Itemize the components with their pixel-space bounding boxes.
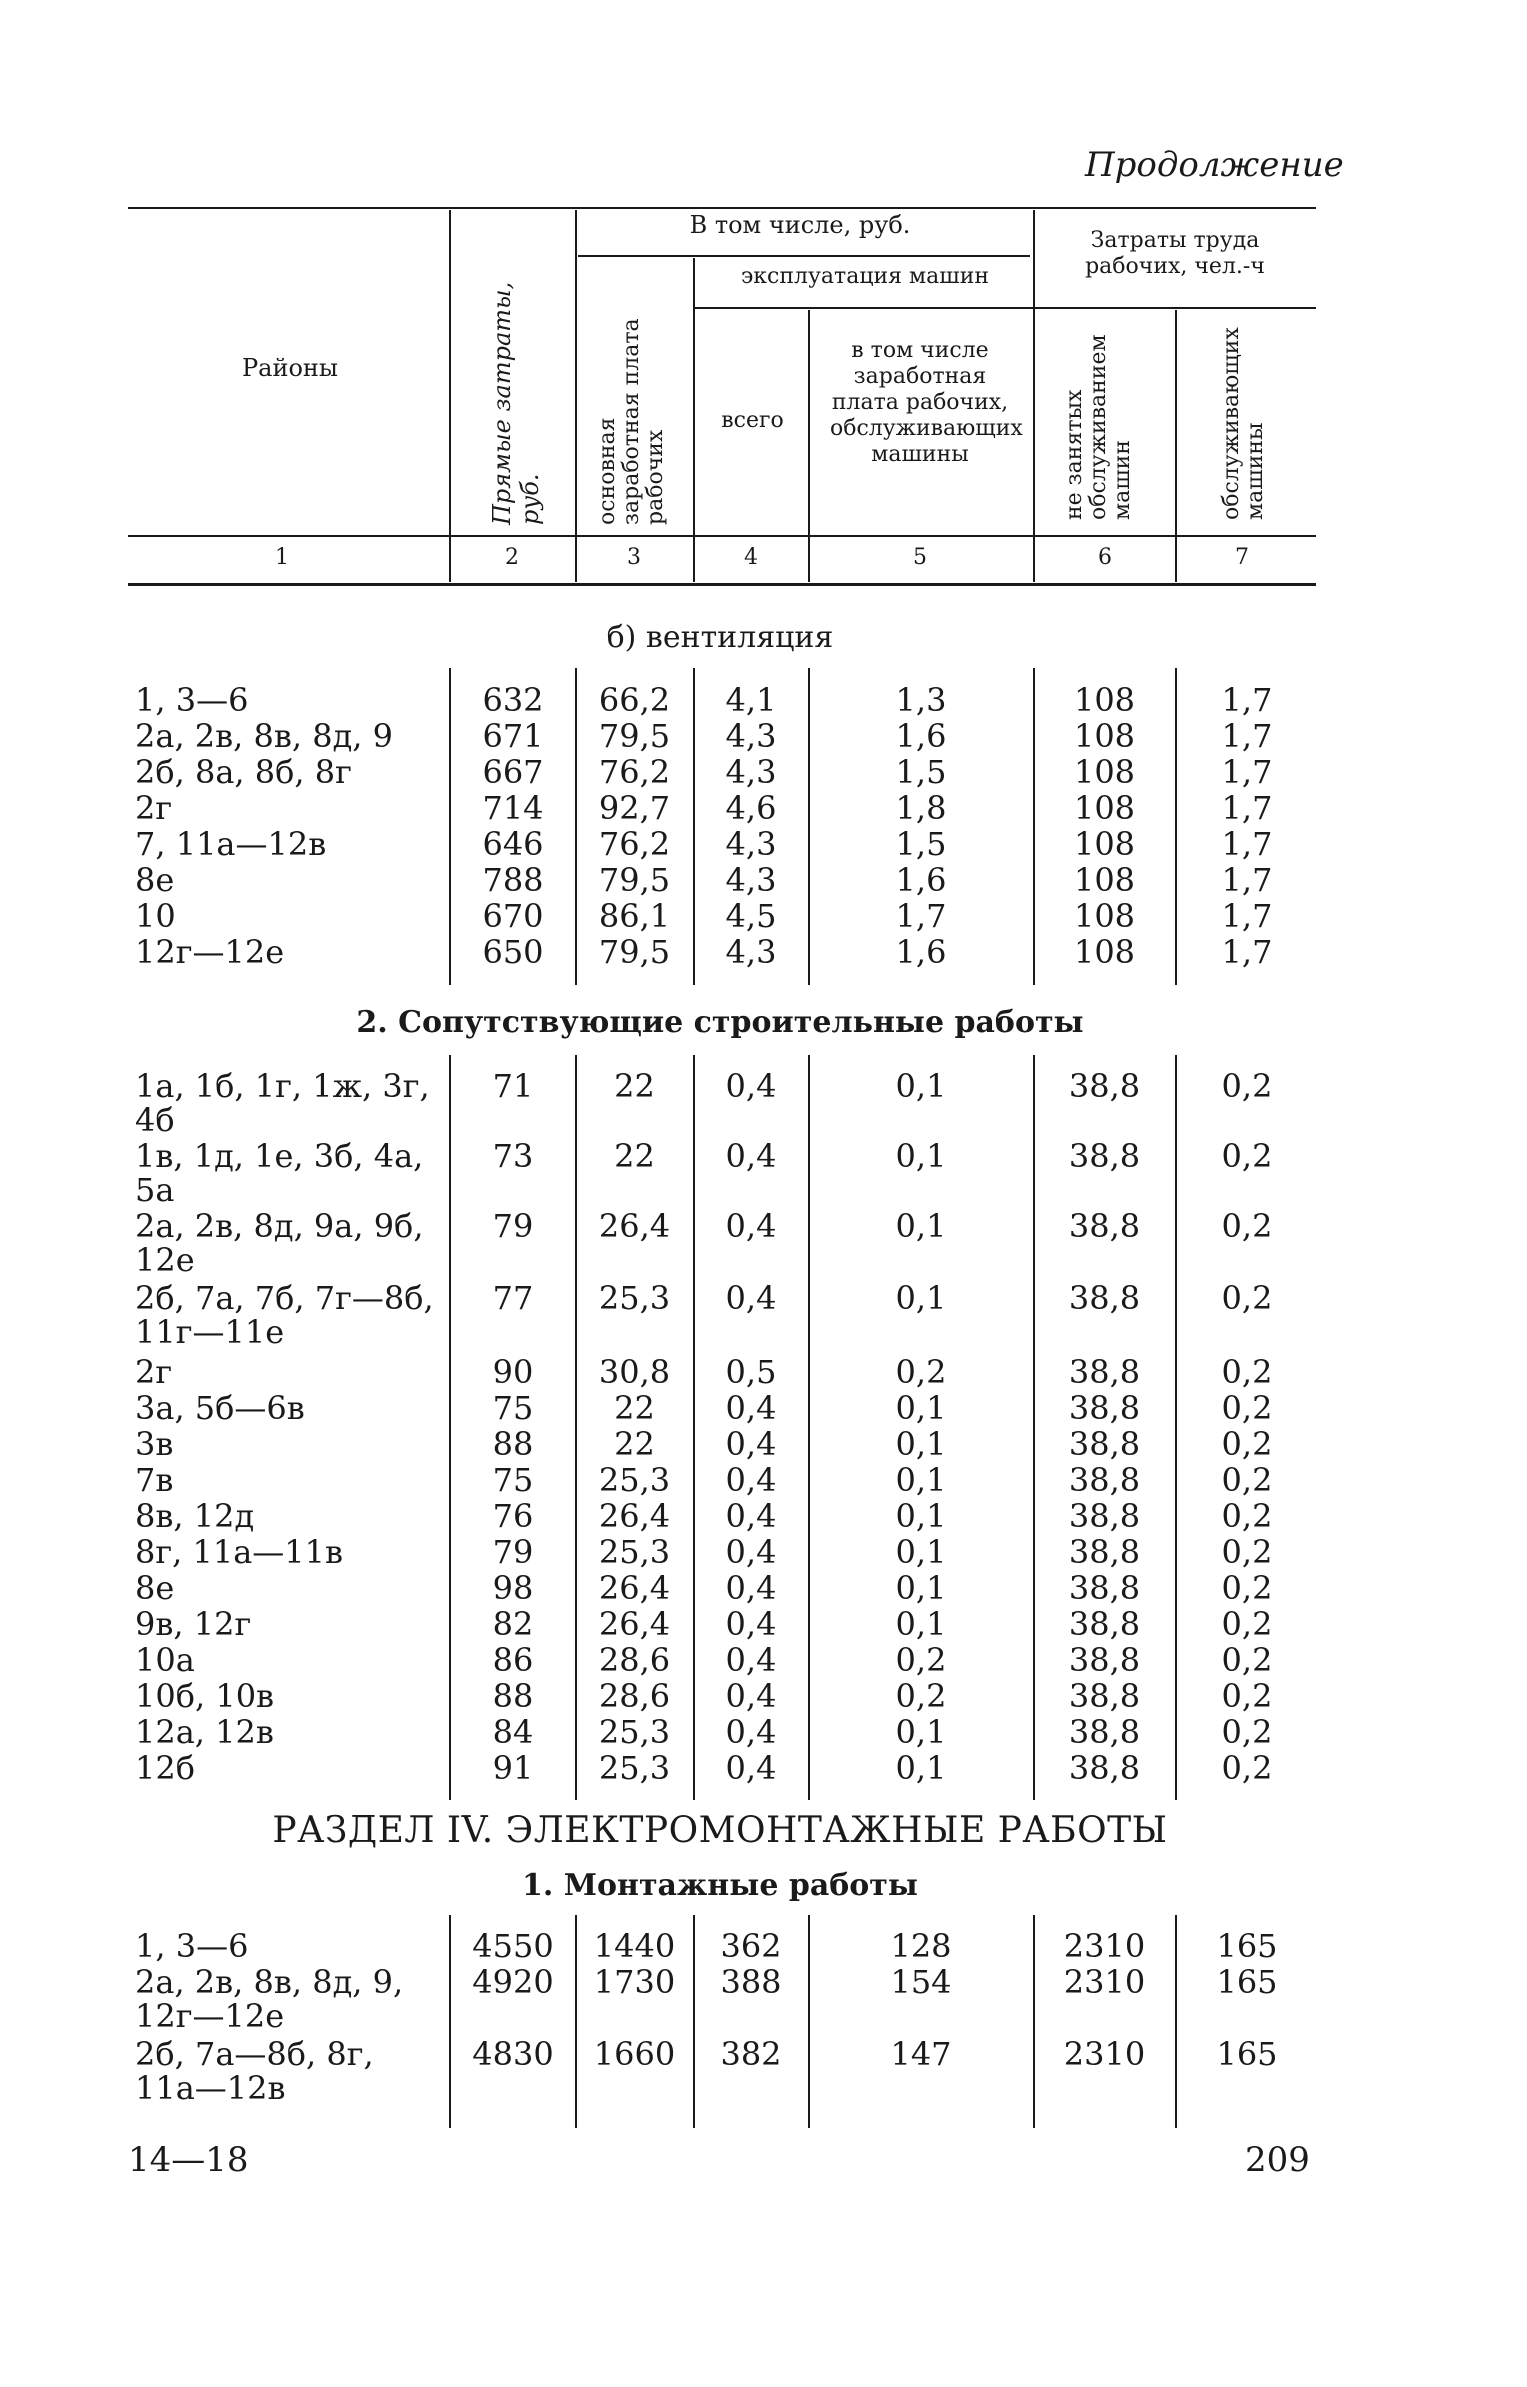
cell-c5: 1,7 xyxy=(895,897,947,935)
cell-c3: 26,4 xyxy=(598,1605,671,1643)
column-rule xyxy=(693,1055,695,1800)
cell-c6: 38,8 xyxy=(1068,1461,1141,1499)
cell-c2: 650 xyxy=(482,933,544,971)
cell-c5: 154 xyxy=(890,1963,952,2001)
header-osnovnaya: основная заработная плата рабочих xyxy=(595,318,668,525)
cell-c7: 0,2 xyxy=(1221,1641,1273,1679)
cell-c5: 0,1 xyxy=(895,1425,947,1463)
header-rule-ekspl xyxy=(695,307,1316,309)
cell-c6: 38,8 xyxy=(1068,1677,1141,1715)
section-title-electro: РАЗДЕЛ IV. ЭЛЕКТРОМОНТАЖНЫЕ РАБОТЫ xyxy=(272,1810,1168,1851)
cell-c3: 1660 xyxy=(593,2035,676,2073)
col-number: 1 xyxy=(275,545,289,570)
cell-c6: 2310 xyxy=(1063,2035,1146,2073)
cell-c6: 38,8 xyxy=(1068,1389,1141,1427)
cell-c6: 2310 xyxy=(1063,1927,1146,1965)
col-number: 6 xyxy=(1098,545,1112,570)
cell-c4: 362 xyxy=(720,1927,782,1965)
header-v-tom-chisle-zp: в том числе заработная плата рабочих, обслуживающих машины xyxy=(830,338,1023,467)
cell-c4: 4,1 xyxy=(725,681,777,719)
cell-c2: 71 xyxy=(492,1067,534,1105)
cell-c2: 788 xyxy=(482,861,544,899)
cell-c4: 0,4 xyxy=(725,1497,777,1535)
cell-c5: 1,6 xyxy=(895,933,947,971)
cell-c3: 79,5 xyxy=(598,717,671,755)
cell-c5: 0,1 xyxy=(895,1713,947,1751)
cell-c5: 1,8 xyxy=(895,789,947,827)
column-rule xyxy=(808,668,810,985)
section-subtitle-montage: 1. Монтажные работы xyxy=(522,1868,918,1903)
cell-c3: 1440 xyxy=(593,1927,676,1965)
cell-c5: 1,5 xyxy=(895,753,947,791)
cell-c4: 4,6 xyxy=(725,789,777,827)
cell-c6: 38,8 xyxy=(1068,1207,1141,1245)
header-vline xyxy=(1175,310,1177,582)
cell-c3: 22 xyxy=(614,1389,655,1427)
cell-c3: 26,4 xyxy=(598,1569,671,1607)
row-region: 10б, 10в xyxy=(135,1677,275,1715)
row-region: 10 xyxy=(135,897,176,935)
cell-c7: 0,2 xyxy=(1221,1533,1273,1571)
row-region: 1, 3—6 xyxy=(135,681,249,719)
cell-c3: 28,6 xyxy=(598,1641,671,1679)
column-rule xyxy=(575,668,577,985)
cell-c2: 88 xyxy=(492,1677,534,1715)
cell-c2: 671 xyxy=(482,717,544,755)
header-vline xyxy=(1033,210,1035,582)
cell-c4: 0,4 xyxy=(725,1533,777,1571)
cell-c7: 0,2 xyxy=(1221,1207,1273,1245)
row-region: 2а, 2в, 8в, 8д, 9 xyxy=(135,717,393,755)
cell-c3: 25,3 xyxy=(598,1279,671,1317)
row-region-cont: 12е xyxy=(135,1241,195,1279)
row-region: 3в xyxy=(135,1425,174,1463)
colnum-bottom-rule xyxy=(128,583,1316,586)
col-number: 5 xyxy=(913,545,927,570)
cell-c2: 88 xyxy=(492,1425,534,1463)
cell-c7: 0,2 xyxy=(1221,1279,1273,1317)
cell-c3: 26,4 xyxy=(598,1497,671,1535)
header-obsluzhivayuschih: обслуживающих машины xyxy=(1219,327,1268,520)
cell-c7: 0,2 xyxy=(1221,1569,1273,1607)
cell-c2: 4550 xyxy=(472,1927,554,1965)
col-number: 7 xyxy=(1235,545,1249,570)
cell-c5: 0,1 xyxy=(895,1533,947,1571)
header-zatraty-truda: Затраты труда рабочих, чел.-ч xyxy=(1085,228,1265,279)
cell-c2: 79 xyxy=(492,1533,534,1571)
cell-c5: 0,1 xyxy=(895,1749,947,1787)
cell-c6: 38,8 xyxy=(1068,1569,1141,1607)
cell-c6: 108 xyxy=(1073,681,1136,719)
cell-c2: 73 xyxy=(492,1137,534,1175)
column-rule xyxy=(1175,1915,1177,2128)
header-vline xyxy=(449,210,451,582)
header-vsego: всего xyxy=(721,408,784,433)
cell-c7: 1,7 xyxy=(1221,933,1273,971)
cell-c6: 38,8 xyxy=(1068,1067,1141,1105)
cell-c4: 0,4 xyxy=(725,1749,777,1787)
cell-c3: 25,3 xyxy=(598,1713,671,1751)
cell-c5: 0,1 xyxy=(895,1569,947,1607)
row-region: 1в, 1д, 1е, 3б, 4а, xyxy=(135,1137,424,1175)
row-region: 1, 3—6 xyxy=(135,1927,249,1965)
cell-c7: 1,7 xyxy=(1221,681,1273,719)
cell-c2: 98 xyxy=(492,1569,534,1607)
page-number: 209 xyxy=(1245,2140,1310,2180)
cell-c7: 0,2 xyxy=(1221,1677,1273,1715)
cell-c4: 4,3 xyxy=(725,753,777,791)
column-rule xyxy=(1033,1055,1035,1800)
cell-c7: 0,2 xyxy=(1221,1713,1273,1751)
cell-c5: 0,1 xyxy=(895,1207,947,1245)
cell-c4: 0,4 xyxy=(725,1279,777,1317)
cell-c2: 4920 xyxy=(472,1963,554,2001)
cell-c3: 22 xyxy=(614,1067,655,1105)
header-vline xyxy=(575,210,577,582)
row-region: 2а, 2в, 8в, 8д, 9, xyxy=(135,1963,404,2001)
row-region: 2г xyxy=(135,789,173,827)
header-vline xyxy=(693,258,695,582)
cell-c4: 4,3 xyxy=(725,825,777,863)
header-bottom-rule xyxy=(128,535,1316,537)
column-rule xyxy=(575,1915,577,2128)
row-region: 2г xyxy=(135,1353,173,1391)
row-region-cont: 5а xyxy=(135,1171,175,1209)
cell-c7: 1,7 xyxy=(1221,825,1273,863)
header-ekspluatatsiya: эксплуатация машин xyxy=(740,264,990,289)
column-rule xyxy=(808,1915,810,2128)
cell-c6: 108 xyxy=(1073,933,1136,971)
row-region: 12г—12е xyxy=(135,933,285,971)
row-region: 8е xyxy=(135,861,175,899)
column-rule xyxy=(693,668,695,985)
cell-c6: 108 xyxy=(1073,897,1136,935)
cell-c7: 1,7 xyxy=(1221,717,1273,755)
footer-signature: 14—18 xyxy=(128,2140,249,2180)
continuation-label: Продолжение xyxy=(1085,145,1344,185)
cell-c3: 79,5 xyxy=(598,861,671,899)
cell-c4: 0,4 xyxy=(725,1137,777,1175)
cell-c7: 0,2 xyxy=(1221,1137,1273,1175)
header-rule-vtom xyxy=(578,255,1030,257)
cell-c5: 1,6 xyxy=(895,861,947,899)
cell-c7: 1,7 xyxy=(1221,897,1273,935)
cell-c2: 77 xyxy=(492,1279,534,1317)
cell-c6: 38,8 xyxy=(1068,1137,1141,1175)
cell-c3: 30,8 xyxy=(598,1353,671,1391)
cell-c7: 1,7 xyxy=(1221,789,1273,827)
cell-c3: 25,3 xyxy=(598,1461,671,1499)
cell-c4: 4,3 xyxy=(725,933,777,971)
cell-c2: 82 xyxy=(492,1605,534,1643)
cell-c7: 0,2 xyxy=(1221,1461,1273,1499)
cell-c4: 0,4 xyxy=(725,1207,777,1245)
cell-c2: 75 xyxy=(492,1389,534,1427)
row-region: 9в, 12г xyxy=(135,1605,252,1643)
cell-c7: 0,2 xyxy=(1221,1353,1273,1391)
cell-c5: 147 xyxy=(890,2035,952,2073)
column-rule xyxy=(1175,1055,1177,1800)
cell-c4: 4,3 xyxy=(725,717,777,755)
header-vline xyxy=(808,310,810,582)
cell-c2: 667 xyxy=(482,753,544,791)
cell-c6: 38,8 xyxy=(1068,1713,1141,1751)
cell-c6: 38,8 xyxy=(1068,1641,1141,1679)
cell-c5: 0,2 xyxy=(895,1641,947,1679)
cell-c6: 108 xyxy=(1073,825,1136,863)
cell-c7: 165 xyxy=(1216,1963,1278,2001)
cell-c5: 0,2 xyxy=(895,1677,947,1715)
cell-c3: 25,3 xyxy=(598,1533,671,1571)
cell-c6: 38,8 xyxy=(1068,1533,1141,1571)
cell-c5: 1,6 xyxy=(895,717,947,755)
cell-c5: 0,1 xyxy=(895,1067,947,1105)
row-region: 10а xyxy=(135,1641,195,1679)
header-rayony: Районы xyxy=(242,354,338,382)
cell-c5: 1,3 xyxy=(895,681,947,719)
header-ne-zanyatyh: не занятых обслуживанием машин xyxy=(1062,334,1135,520)
row-region: 8е xyxy=(135,1569,175,1607)
cell-c4: 0,4 xyxy=(725,1461,777,1499)
row-region-cont: 11г—11е xyxy=(135,1313,285,1351)
col-number: 3 xyxy=(627,545,641,570)
cell-c7: 0,2 xyxy=(1221,1425,1273,1463)
cell-c3: 1730 xyxy=(593,1963,676,2001)
row-region: 2б, 8а, 8б, 8г xyxy=(135,753,352,791)
row-region: 12б xyxy=(135,1749,195,1787)
cell-c2: 632 xyxy=(482,681,544,719)
cell-c5: 128 xyxy=(890,1927,952,1965)
cell-c2: 79 xyxy=(492,1207,534,1245)
cell-c2: 670 xyxy=(482,897,544,935)
column-rule xyxy=(449,1055,451,1800)
cell-c2: 91 xyxy=(492,1749,534,1787)
row-region: 2а, 2в, 8д, 9а, 9б, xyxy=(135,1207,424,1245)
row-region: 3а, 5б—6в xyxy=(135,1389,305,1427)
cell-c7: 1,7 xyxy=(1221,861,1273,899)
cell-c6: 38,8 xyxy=(1068,1749,1141,1787)
cell-c6: 2310 xyxy=(1063,1963,1146,2001)
cell-c4: 0,5 xyxy=(725,1353,777,1391)
cell-c2: 646 xyxy=(482,825,544,863)
cell-c3: 92,7 xyxy=(598,789,671,827)
header-pryamye: Прямые затраты, руб. xyxy=(488,281,544,525)
cell-c4: 4,5 xyxy=(725,897,777,935)
column-rule xyxy=(1033,1915,1035,2128)
cell-c6: 38,8 xyxy=(1068,1353,1141,1391)
cell-c4: 0,4 xyxy=(725,1677,777,1715)
cell-c2: 86 xyxy=(492,1641,534,1679)
row-region: 8г, 11а—11в xyxy=(135,1533,343,1571)
cell-c6: 38,8 xyxy=(1068,1605,1141,1643)
cell-c7: 0,2 xyxy=(1221,1389,1273,1427)
row-region: 2б, 7а, 7б, 7г—8б, xyxy=(135,1279,434,1317)
cell-c5: 0,1 xyxy=(895,1605,947,1643)
header-v-tom-chisle: В том числе, руб. xyxy=(689,211,911,239)
row-region-cont: 4б xyxy=(135,1101,175,1139)
cell-c4: 0,4 xyxy=(725,1605,777,1643)
section-title-related: 2. Сопутствующие строительные работы xyxy=(356,1005,1084,1040)
cell-c3: 28,6 xyxy=(598,1677,671,1715)
cell-c3: 76,2 xyxy=(598,825,671,863)
cell-c2: 4830 xyxy=(472,2035,554,2073)
column-rule xyxy=(1033,668,1035,985)
column-rule xyxy=(575,1055,577,1800)
cell-c2: 714 xyxy=(482,789,544,827)
cell-c4: 0,4 xyxy=(725,1067,777,1105)
row-region: 7в xyxy=(135,1461,174,1499)
header-top-rule xyxy=(128,207,1316,209)
column-rule xyxy=(449,1915,451,2128)
cell-c2: 75 xyxy=(492,1461,534,1499)
cell-c3: 22 xyxy=(614,1137,655,1175)
cell-c7: 0,2 xyxy=(1221,1605,1273,1643)
cell-c3: 66,2 xyxy=(598,681,671,719)
cell-c3: 26,4 xyxy=(598,1207,671,1245)
cell-c4: 0,4 xyxy=(725,1389,777,1427)
cell-c7: 165 xyxy=(1216,1927,1278,1965)
cell-c3: 86,1 xyxy=(598,897,671,935)
cell-c4: 0,4 xyxy=(725,1713,777,1751)
cell-c7: 165 xyxy=(1216,2035,1278,2073)
row-region: 12а, 12в xyxy=(135,1713,274,1751)
cell-c4: 4,3 xyxy=(725,861,777,899)
cell-c2: 90 xyxy=(492,1353,534,1391)
cell-c6: 38,8 xyxy=(1068,1497,1141,1535)
cell-c4: 0,4 xyxy=(725,1569,777,1607)
cell-c5: 0,1 xyxy=(895,1389,947,1427)
cell-c6: 108 xyxy=(1073,861,1136,899)
cell-c4: 0,4 xyxy=(725,1641,777,1679)
cell-c2: 76 xyxy=(492,1497,534,1535)
column-rule xyxy=(808,1055,810,1800)
cell-c3: 79,5 xyxy=(598,933,671,971)
row-region: 2б, 7а—8б, 8г, xyxy=(135,2035,374,2073)
column-rule xyxy=(693,1915,695,2128)
cell-c5: 0,1 xyxy=(895,1497,947,1535)
row-region: 1а, 1б, 1г, 1ж, 3г, xyxy=(135,1067,430,1105)
row-region: 8в, 12д xyxy=(135,1497,255,1535)
row-region: 7, 11а—12в xyxy=(135,825,327,863)
cell-c5: 0,2 xyxy=(895,1353,947,1391)
cell-c4: 388 xyxy=(720,1963,782,2001)
cell-c4: 382 xyxy=(720,2035,782,2073)
column-rule xyxy=(449,668,451,985)
cell-c6: 38,8 xyxy=(1068,1425,1141,1463)
cell-c3: 25,3 xyxy=(598,1749,671,1787)
col-number: 2 xyxy=(505,545,519,570)
cell-c7: 0,2 xyxy=(1221,1749,1273,1787)
cell-c5: 1,5 xyxy=(895,825,947,863)
cell-c5: 0,1 xyxy=(895,1279,947,1317)
column-rule xyxy=(1175,668,1177,985)
cell-c6: 38,8 xyxy=(1068,1279,1141,1317)
cell-c5: 0,1 xyxy=(895,1461,947,1499)
cell-c4: 0,4 xyxy=(725,1425,777,1463)
col-number: 4 xyxy=(744,545,758,570)
cell-c2: 84 xyxy=(492,1713,534,1751)
cell-c6: 108 xyxy=(1073,717,1136,755)
row-region-cont: 12г—12е xyxy=(135,1997,285,2035)
cell-c7: 0,2 xyxy=(1221,1497,1273,1535)
section-title-ventilation: б) вентиляция xyxy=(606,620,834,655)
cell-c6: 108 xyxy=(1073,789,1136,827)
row-region-cont: 11а—12в xyxy=(135,2069,286,2107)
cell-c7: 1,7 xyxy=(1221,753,1273,791)
cell-c7: 0,2 xyxy=(1221,1067,1273,1105)
cell-c3: 22 xyxy=(614,1425,655,1463)
cell-c5: 0,1 xyxy=(895,1137,947,1175)
cell-c3: 76,2 xyxy=(598,753,671,791)
cell-c6: 108 xyxy=(1073,753,1136,791)
